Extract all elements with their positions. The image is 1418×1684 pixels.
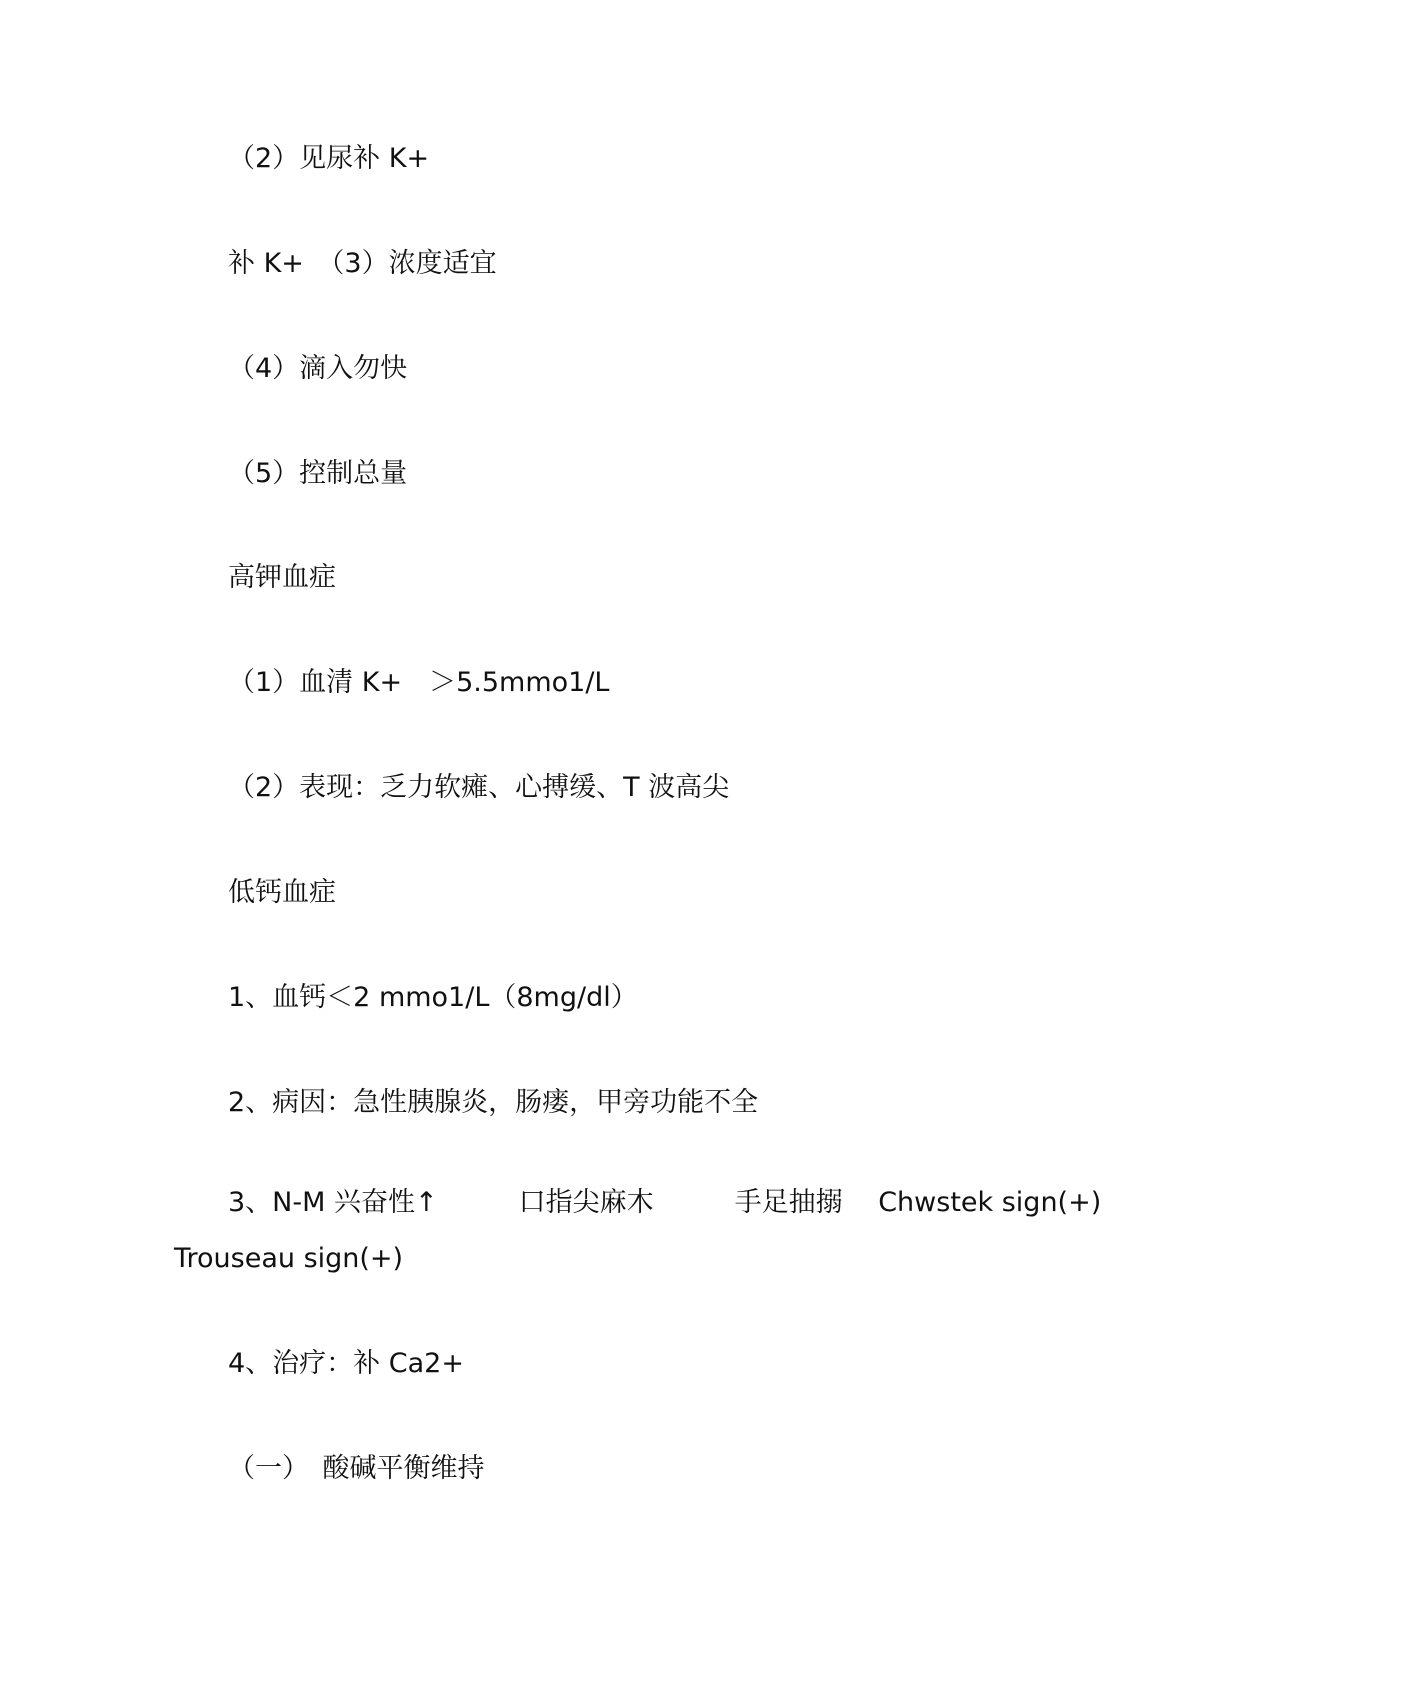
- text-line-etiology: 2、病因：急性胰腺炎，肠瘘，甲旁功能不全: [228, 1087, 759, 1118]
- text-line-drip-rate: （4）滴入勿快: [228, 353, 408, 384]
- section-heading-acid-base: （一） 酸碱平衡维持: [228, 1453, 485, 1484]
- section-heading-hyperkalemia: 高钾血症: [228, 562, 336, 593]
- text-line-serum-potassium: （1）血清 K+ ＞5.5mmo1/L: [228, 667, 610, 698]
- text-line-concentration: 补 K+ （3）浓度适宜: [228, 248, 497, 279]
- text-line-neuromuscular-signs: 3、N-M 兴奋性↑ 口指尖麻木 手足抽搦 Chwstek sign(+) Trouseau sign(+): [174, 1187, 1137, 1274]
- section-heading-hypocalcemia: 低钙血症: [228, 877, 336, 908]
- text-line-urine-potassium: （2）见尿补 K+: [228, 143, 430, 174]
- text-line-total-control: （5）控制总量: [228, 458, 408, 489]
- text-line-manifestations: （2）表现：乏力软瘫、心搏缓、T 波高尖: [228, 772, 730, 803]
- text-line-blood-calcium: 1、血钙＜2 mmo1/L（8mg/dl）: [228, 982, 638, 1013]
- text-line-treatment: 4、治疗：补 Ca2+: [228, 1348, 464, 1379]
